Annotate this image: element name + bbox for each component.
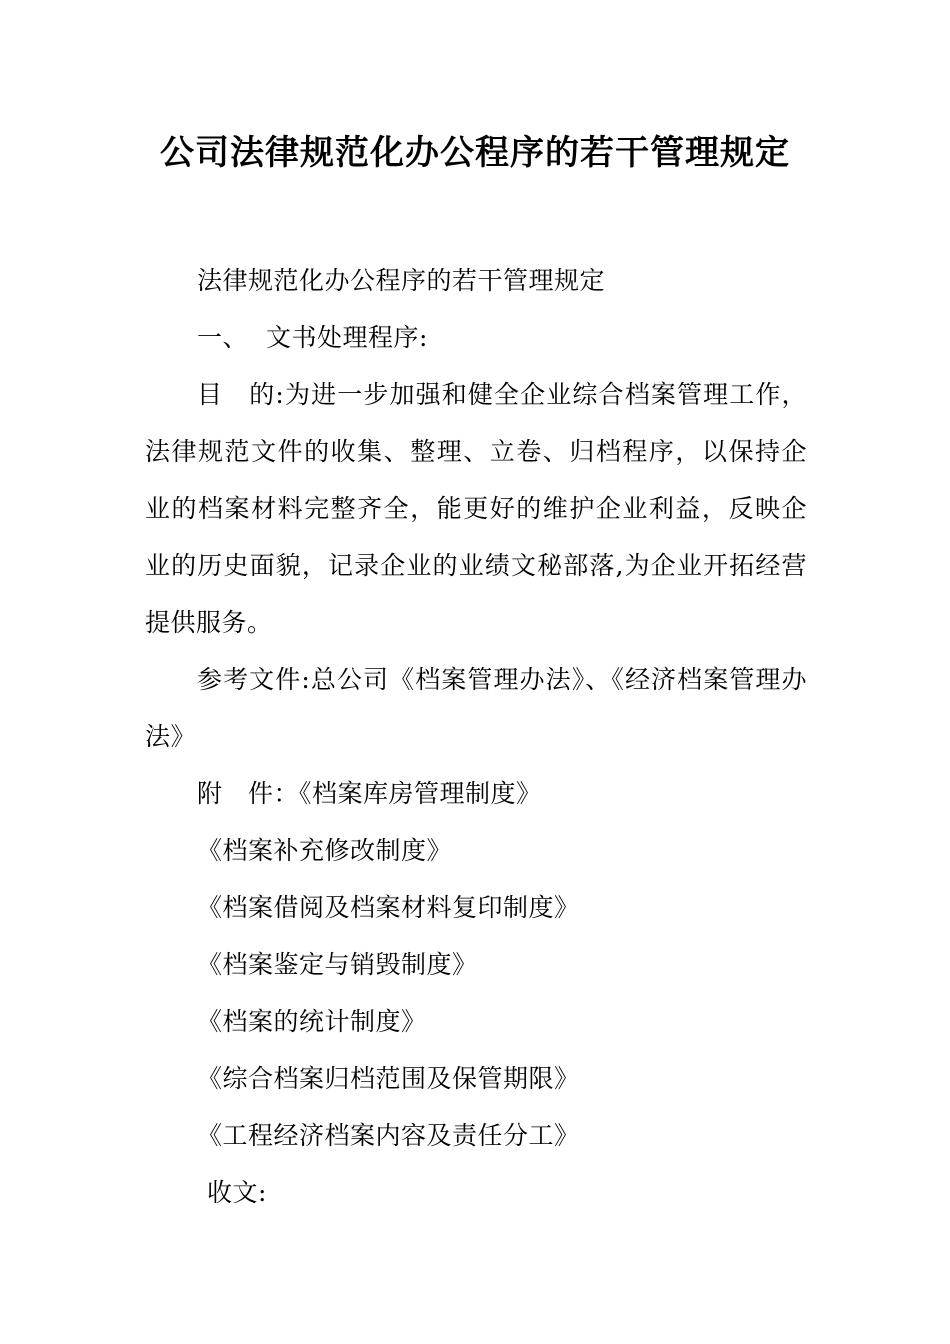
section-title: 文书处理程序: [266,323,428,352]
purpose-paragraph: 目 的:为进一步加强和健全企业综合档案管理工作，法律规范文件的收集、整理、立卷、归档程序，以保持企业的档案材料完整齐全，能更好的维护企业利益，反映企业的历史面貌，记录企业的业绩文秘部落,为企业开拓经营提供服务。 [145,380,807,637]
attachment-item: 《综合档案归档范围及保管期限》 [197,1064,580,1093]
attachment-item: 《档案补充修改制度》 [197,836,453,865]
attachment-item: 《档案鉴定与销毁制度》 [197,950,478,979]
attachment-item: 《档案的统计制度》 [197,1007,427,1036]
document-title: 公司法律规范化办公程序的若干管理规定 [160,133,790,173]
attachment-item: 《档案借阅及档案材料复印制度》 [197,893,580,922]
attachment-item: 《工程经济档案内容及责任分工》 [197,1121,580,1150]
section-number: 一、 [197,323,249,352]
receive-heading: 收文: [207,1178,267,1207]
document-body [145,252,807,1221]
section-heading [145,309,807,366]
reference-paragraph: 参考文件:总公司《档案管理办法》、《经济档案管理办法》 [145,665,807,751]
subtitle-paragraph: 法律规范化办公程序的若干管理规定 [197,266,606,295]
attachment-paragraph: 附 件：《档案库房管理制度》 [197,779,542,808]
